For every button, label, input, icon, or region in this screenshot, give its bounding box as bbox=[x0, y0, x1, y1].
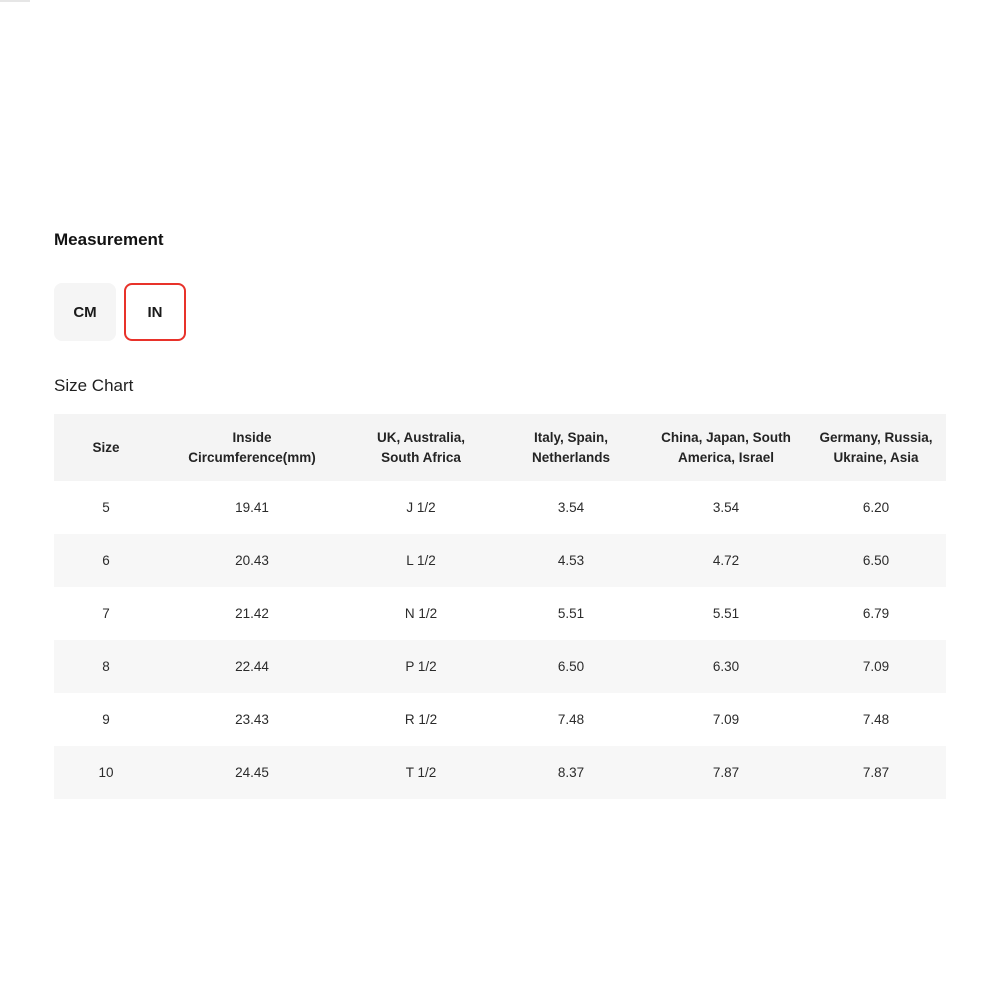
header-line: Circumference(mm) bbox=[188, 449, 316, 465]
cell-size: 8 bbox=[54, 640, 158, 693]
cell-size: 6 bbox=[54, 534, 158, 587]
column-header-germany bbox=[806, 414, 946, 481]
table-row bbox=[54, 481, 946, 534]
column-header-uk bbox=[346, 414, 496, 481]
cell-germany: 7.09 bbox=[806, 640, 946, 693]
header-line: Germany, Russia, bbox=[819, 430, 933, 445]
cell-size: 5 bbox=[54, 481, 158, 534]
table-row bbox=[54, 640, 946, 693]
cell-germany: 7.48 bbox=[806, 693, 946, 746]
table-header-row bbox=[54, 414, 946, 481]
cell-circumference: 24.45 bbox=[158, 746, 346, 799]
cell-germany: 7.87 bbox=[806, 746, 946, 799]
cell-germany: 6.50 bbox=[806, 534, 946, 587]
cell-italy: 6.50 bbox=[496, 640, 646, 693]
size-chart-table bbox=[54, 414, 946, 799]
cell-uk: T 1/2 bbox=[346, 746, 496, 799]
cell-china: 7.09 bbox=[646, 693, 806, 746]
cell-uk: L 1/2 bbox=[346, 534, 496, 587]
column-header-italy bbox=[496, 414, 646, 481]
column-header-china bbox=[646, 414, 806, 481]
table-row bbox=[54, 534, 946, 587]
column-header-circumference bbox=[158, 414, 346, 481]
cell-italy: 8.37 bbox=[496, 746, 646, 799]
table-row bbox=[54, 746, 946, 799]
measurement-heading: Measurement bbox=[54, 230, 164, 249]
cell-size: 7 bbox=[54, 587, 158, 640]
cell-china: 5.51 bbox=[646, 587, 806, 640]
size-chart-heading: Size Chart bbox=[54, 376, 134, 395]
cell-germany: 6.20 bbox=[806, 481, 946, 534]
cell-circumference: 23.43 bbox=[158, 693, 346, 746]
header-line: China, Japan, South bbox=[661, 430, 791, 445]
cell-size: 10 bbox=[54, 746, 158, 799]
unit-button-cm[interactable]: CM bbox=[54, 283, 116, 341]
cell-italy: 3.54 bbox=[496, 481, 646, 534]
cell-circumference: 22.44 bbox=[158, 640, 346, 693]
cell-size: 9 bbox=[54, 693, 158, 746]
header-line: Size bbox=[92, 439, 120, 455]
column-header-size bbox=[54, 414, 158, 481]
cell-italy: 7.48 bbox=[496, 693, 646, 746]
cell-italy: 5.51 bbox=[496, 587, 646, 640]
cell-italy: 4.53 bbox=[496, 534, 646, 587]
cell-germany: 6.79 bbox=[806, 587, 946, 640]
table-row bbox=[54, 693, 946, 746]
cell-china: 6.30 bbox=[646, 640, 806, 693]
header-line: UK, Australia, bbox=[376, 430, 466, 445]
cell-circumference: 21.42 bbox=[158, 587, 346, 640]
header-line: South Africa bbox=[381, 449, 461, 465]
unit-button-in[interactable]: IN bbox=[124, 283, 186, 341]
cell-circumference: 20.43 bbox=[158, 534, 346, 587]
unit-toggle-group[interactable] bbox=[54, 283, 186, 341]
cell-china: 7.87 bbox=[646, 746, 806, 799]
clipped-divider-fragment bbox=[0, 0, 30, 2]
header-line: Ukraine, Asia bbox=[833, 449, 919, 465]
header-line: Italy, Spain, bbox=[533, 430, 609, 445]
cell-uk: N 1/2 bbox=[346, 587, 496, 640]
header-line: America, Israel bbox=[677, 449, 775, 465]
header-line: Inside bbox=[232, 430, 272, 445]
cell-china: 3.54 bbox=[646, 481, 806, 534]
clipped-text-fragment bbox=[0, 172, 1, 185]
cell-uk: R 1/2 bbox=[346, 693, 496, 746]
cell-circumference: 19.41 bbox=[158, 481, 346, 534]
header-line: Netherlands bbox=[531, 449, 611, 465]
table-row bbox=[54, 587, 946, 640]
cell-uk: J 1/2 bbox=[346, 481, 496, 534]
cell-uk: P 1/2 bbox=[346, 640, 496, 693]
cell-china: 4.72 bbox=[646, 534, 806, 587]
